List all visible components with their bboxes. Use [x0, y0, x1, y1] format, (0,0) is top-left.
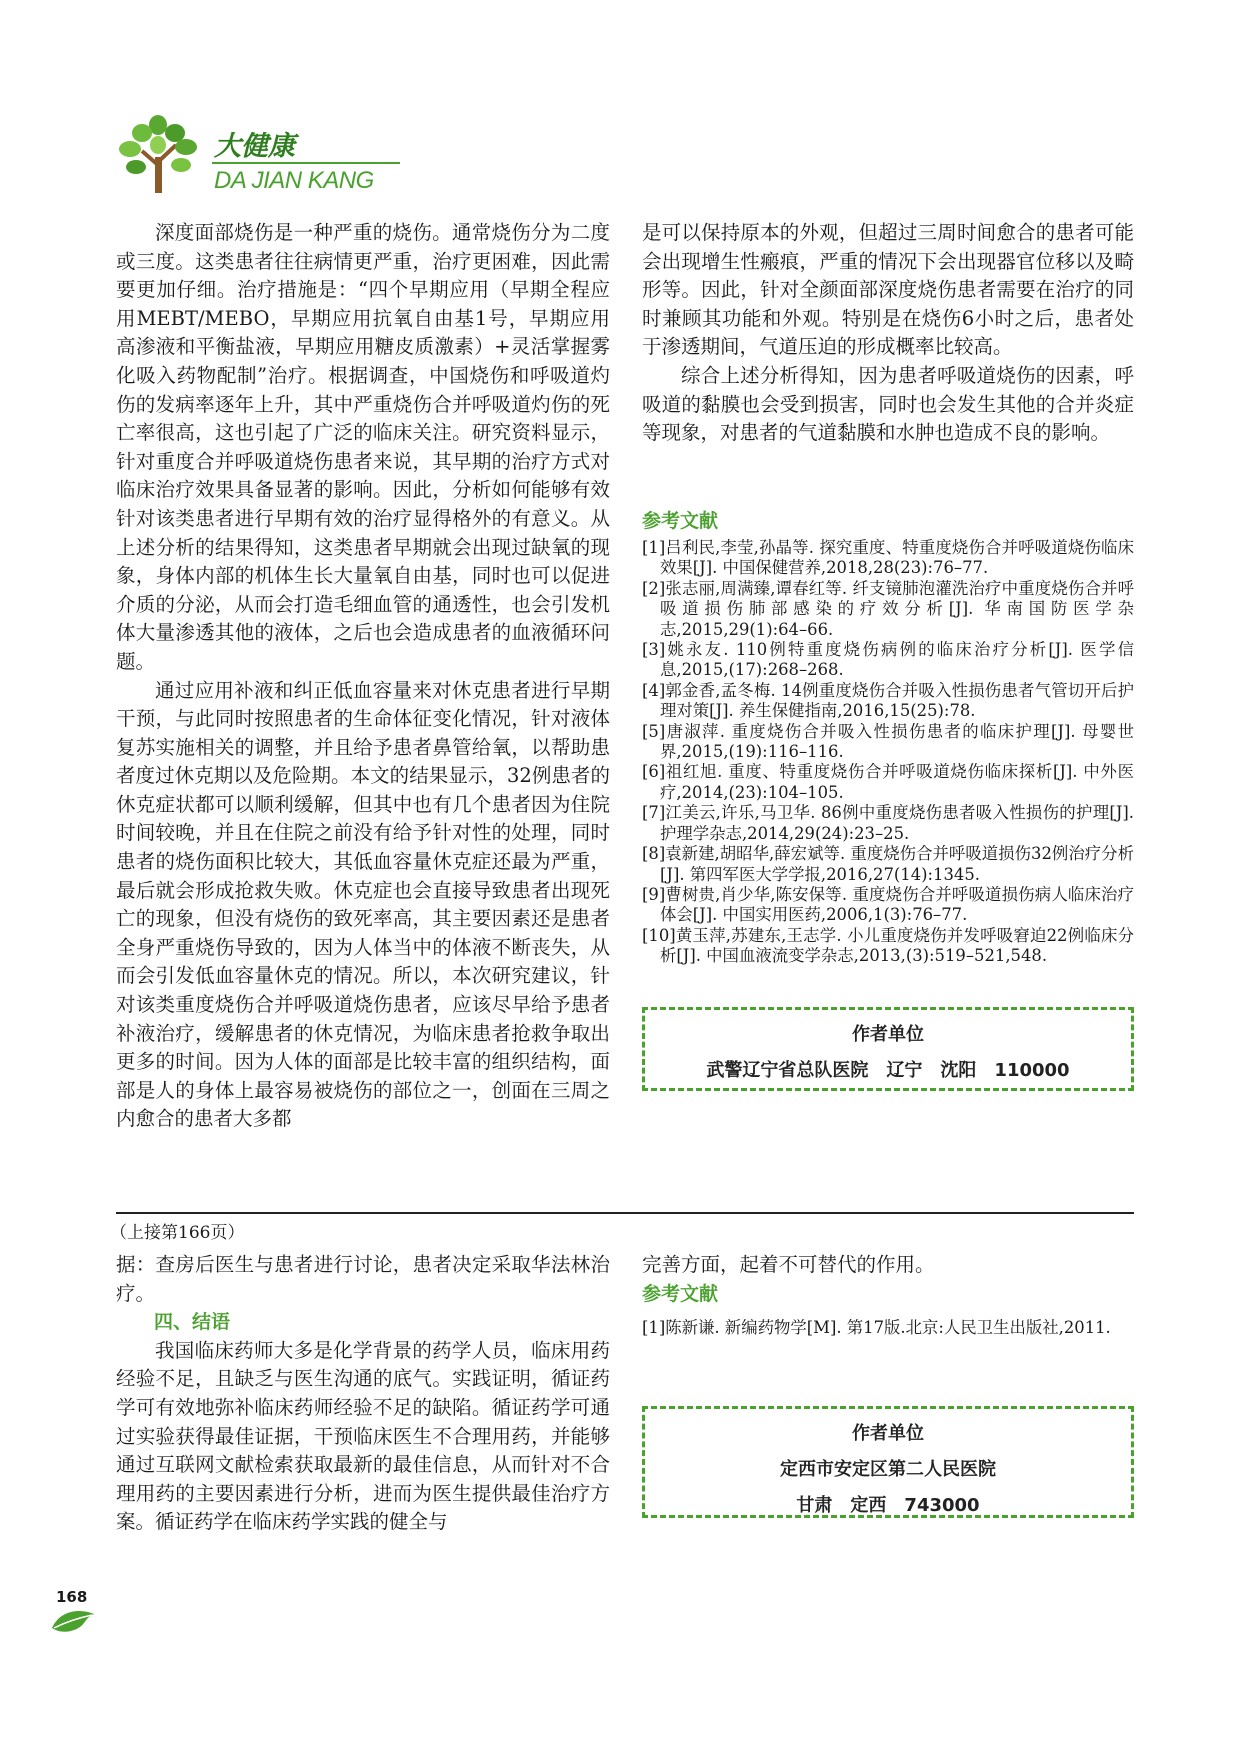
reference-item: [9]曹树贵,肖少华,陈安保等. 重度烧伤合并呼吸道损伤病人临床治疗体会[J]. 中国实用医药,2006,1(3):76–77. — [642, 884, 1134, 925]
body-paragraph: 据：查房后医生与患者进行讨论，患者决定采取华法林治疗。 — [116, 1253, 610, 1305]
body-paragraph: 完善方面，起着不可替代的作用。 — [642, 1253, 935, 1276]
reference-item: [2]张志丽,周满臻,谭春红等. 纤支镜肺泡灌洗治疗中重度烧伤合并呼吸道损伤肺部感染的疗效分析[J]. 华南国防医学杂志,2015,29(1):64–66. — [642, 578, 1134, 639]
continuation-label: （上接第166页） — [110, 1223, 245, 1243]
references-heading: 参考文献 — [642, 1282, 719, 1305]
header-rule — [212, 162, 400, 164]
header-title-en: DA JIAN KANG — [214, 167, 374, 194]
references-heading: 参考文献 — [642, 510, 719, 532]
author-unit-line: 甘肃 定西 743000 — [796, 1495, 980, 1516]
page-number: 168 — [56, 1588, 88, 1606]
continuation-left-column — [116, 1251, 610, 1537]
reference-item: [7]江美云,许乐,马卫华. 86例中重度烧伤患者吸入性损伤的护理[J]. 护理学杂志,2014,29(24):23–25. — [642, 803, 1134, 843]
continuation-right-column — [642, 1251, 1134, 1339]
body-paragraph: 我国临床药师大多是化学背景的药学人员，临床用药经验不足，且缺乏与医生沟通的底气。实践证明，循证药学可有效地弥补临床药师经验不足的缺陷。循证药学可通过实验获得最佳证据，干预临床医生不合理用药，并能够通过互联网文献检索获取最新的最佳信息，从而针对不合理用药的主要因素进行分析，进而为医生提供最佳治疗方案。循证药学在临床药学实践的健全与 — [116, 1338, 610, 1534]
tree-icon — [118, 115, 200, 195]
author-unit-line: 武警辽宁省总队医院 辽宁 沈阳 110000 — [706, 1060, 1070, 1081]
section-divider — [116, 1212, 1134, 1214]
reference-item: [3]姚永友. 110例特重度烧伤病例的临床治疗分析[J]. 医学信息,2015,(17):268–268. — [642, 640, 1134, 680]
author-unit-line: 定西市安定区第二人民医院 — [780, 1459, 996, 1480]
reference-item: [5]唐淑萍. 重度烧伤合并吸入性损伤患者的临床护理[J]. 母婴世界,2015,(19):116–116. — [642, 721, 1134, 762]
author-unit-box — [642, 1007, 1134, 1091]
body-paragraph: 通过应用补液和纠正低血容量来对休克患者进行早期干预，与此同时按照患者的生命体征变化情况，针对液体复苏实施相关的调整，并且给予患者鼻管给氧，以帮助患者度过休克期以及危险期。本文的结果显示，32例患者的休克症状都可以顺利缓解，但其中也有几个患者因为住院时间较晚，并且在住院之前没有给予针对性的处理，同时患者的烧伤面积比较大，其低血容量休克症还最为严重，最后就会形成抢救失败。休克症也会直接导致患者出现死亡的现象，但没有烧伤的致死率高，其主要因素还是患者全身严重烧伤导致的，因为人体当中的体液不断丧失，从而会引发低血容量休克的情况。所以，本次研究建议，针对该类重度烧伤合并呼吸道烧伤患者，应该尽早给予患者补液治疗，缓解患者的休克情况，为临床患者抢救争取出更多的时间。因为人体的面部是比较丰富的组织结构，面部是人的身体上最容易被烧伤的部位之一，创面在三周之内愈合的患者大多都 — [116, 678, 610, 1131]
conclusion-heading: 四、结语 — [154, 1311, 231, 1334]
reference-item: [8]袁新建,胡昭华,薛宏斌等. 重度烧伤合并呼吸道损伤32例治疗分析[J]. 第四军医大学学报,2016,27(14):1345. — [642, 844, 1134, 884]
references-list — [642, 1318, 1134, 1338]
header-title-cn: 大健康 — [214, 131, 295, 162]
reference-item: [10]黄玉萍,苏建东,王志学. 小儿重度烧伤并发呼吸窘迫22例临床分析[J]. 中国血液流变学杂志,2013,(3):519–521,548. — [642, 925, 1134, 966]
references-list — [642, 538, 1134, 967]
article-right-column — [642, 219, 1134, 448]
body-paragraph: 综合上述分析得知，因为患者呼吸道烧伤的因素，呼吸道的黏膜也会受到损害，同时也会发生其他的合并炎症等现象，对患者的气道黏膜和水肿也造成不良的影响。 — [642, 363, 1134, 445]
leaf-icon — [50, 1606, 96, 1636]
reference-item: [6]祖红旭. 重度、特重度烧伤合并呼吸道烧伤临床探析[J]. 中外医疗,2014,(23):104–105. — [642, 762, 1134, 802]
author-unit-title: 作者单位 — [852, 1423, 924, 1444]
author-unit-box — [642, 1406, 1134, 1518]
author-unit-title: 作者单位 — [852, 1024, 924, 1045]
article-left-column — [116, 219, 610, 1134]
body-paragraph: 深度面部烧伤是一种严重的烧伤。通常烧伤分为二度或三度。这类患者往往病情更严重，治疗更困难，因此需要更加仔细。治疗措施是：“四个早期应用（早期全程应用MEBT/MEBO，早期应用抗氧自由基1号，早期应用高渗液和平衡盐液，早期应用糖皮质激素）+灵活掌握雾化吸入药物配制”治疗。根据调查，中国烧伤和呼吸道灼伤的发病率逐年上升，其中严重烧伤合并呼吸道灼伤的死亡率很高，这也引起了广泛的临床关注。研究资料显示，针对重度合并呼吸道烧伤患者来说，其早期的治疗方式对临床治疗效果具备显著的影响。因此，分析如何能够有效针对该类患者进行早期有效的治疗显得格外的有意义。从上述分析的结果得知，这类患者早期就会出现过缺氧的现象，身体内部的机体生长大量氧自由基，同时也可以促进介质的分泌，从而会打造毛细血管的通透性，也会引发机体大量渗透其他的液体，之后也会造成患者的血液循环问题。 — [116, 221, 610, 673]
reference-item: [1]吕利民,李莹,孙晶等. 探究重度、特重度烧伤合并呼吸道烧伤临床效果[J]. 中国保健营养,2018,28(23):76–77. — [642, 538, 1134, 578]
reference-item: [4]郭金香,孟冬梅. 14例重度烧伤合并吸入性损伤患者气管切开后护理对策[J]. 养生保健指南,2016,15(25):78. — [642, 680, 1134, 721]
header-logo — [118, 115, 200, 195]
body-paragraph: 是可以保持原本的外观，但超过三周时间愈合的患者可能会出现增生性瘢痕，严重的情况下会出现器官位移以及畸形等。因此，针对全颜面部深度烧伤患者需要在治疗的同时兼顾其功能和外观。特别是在烧伤6小时之后，患者处于渗透期间，气道压迫的形成概率比较高。 — [642, 221, 1134, 359]
reference-item: [1]陈新谦. 新编药物学[M]. 第17版.北京:人民卫生出版社,2011. — [642, 1318, 1111, 1338]
